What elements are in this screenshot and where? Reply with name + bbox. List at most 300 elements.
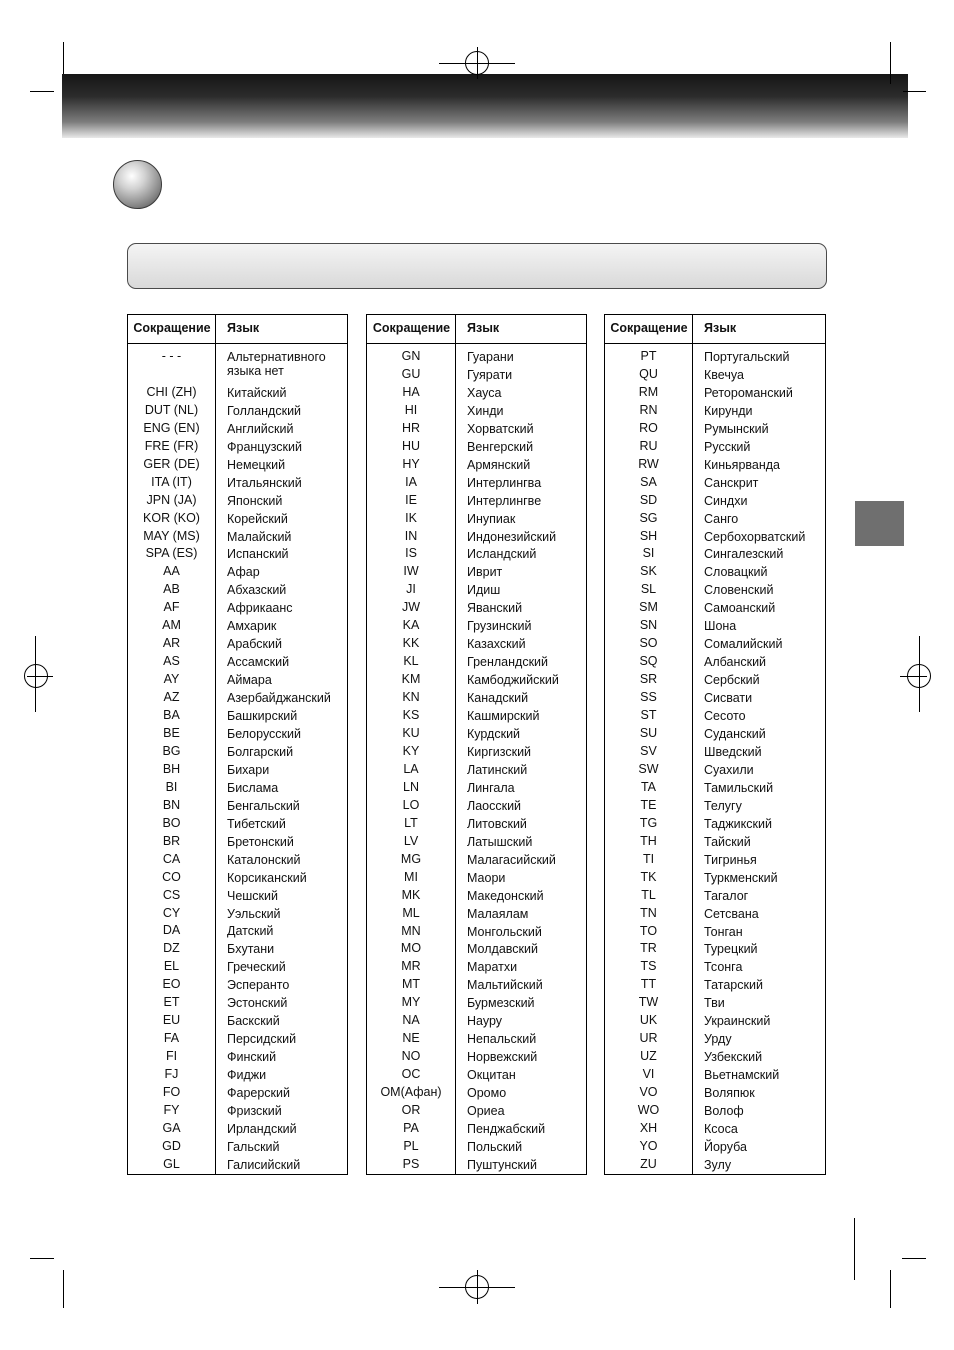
language-name: Тигринья	[704, 852, 757, 867]
language-abbreviation: BG	[162, 743, 181, 758]
table-row	[605, 438, 825, 456]
language-name: Венгерский	[467, 439, 534, 454]
table-row	[605, 940, 825, 958]
language-abbreviation: BI	[165, 779, 178, 794]
language-abbreviation: NA	[402, 1013, 420, 1028]
language-name: Украинский	[704, 1014, 771, 1029]
language-abbreviation: HU	[401, 438, 421, 453]
table-row	[367, 1120, 586, 1138]
language-name: Голландский	[227, 403, 302, 418]
language-name: Науру	[467, 1014, 503, 1029]
language-name: Канадский	[467, 691, 529, 706]
header-rule	[128, 343, 347, 344]
crop-mark	[30, 91, 54, 92]
language-abbreviation: FO	[162, 1085, 181, 1100]
table-row	[605, 725, 825, 743]
language-name: Суданский	[704, 727, 766, 742]
table-row	[367, 581, 586, 599]
table-row	[605, 869, 825, 887]
language-name: Шведский	[704, 744, 762, 759]
language-name: Мальтийский	[467, 978, 543, 993]
table-row	[128, 599, 347, 617]
language-abbreviation: BR	[162, 833, 181, 848]
language-name: Телугу	[704, 798, 742, 813]
language-abbreviation: ENG (EN)	[143, 420, 200, 435]
language-name: Африкаанс	[227, 601, 293, 616]
table-row	[605, 635, 825, 653]
table-row	[605, 994, 825, 1012]
table-row	[605, 581, 825, 599]
language-abbreviation: AR	[162, 636, 181, 651]
chapter-tab	[855, 501, 904, 546]
language-abbreviation: SN	[639, 618, 658, 633]
table-row	[605, 420, 825, 438]
table-row	[605, 1012, 825, 1030]
language-abbreviation: GA	[162, 1120, 181, 1135]
language-abbreviation: PT	[640, 349, 657, 363]
language-abbreviation: TL	[641, 887, 656, 902]
language-name: Ирландский	[227, 1121, 297, 1136]
language-abbreviation: GL	[163, 1156, 180, 1171]
table-row	[128, 438, 347, 456]
language-name: Сесото	[704, 709, 746, 724]
language-name: Гуярати	[467, 367, 513, 382]
language-name: Амхарик	[227, 619, 277, 634]
language-abbreviation: TT	[640, 977, 657, 992]
language-abbreviation: CA	[162, 851, 181, 866]
crop-mark	[63, 42, 64, 74]
language-abbreviation: UK	[639, 1013, 658, 1028]
language-name: Ориеа	[467, 1104, 505, 1119]
language-abbreviation: BN	[162, 797, 181, 812]
table-row	[605, 905, 825, 923]
language-name: Греческий	[227, 960, 286, 975]
language-abbreviation: OM(Афан)	[380, 1085, 442, 1100]
language-abbreviation: ST	[640, 708, 657, 723]
table-row	[367, 905, 586, 923]
language-name: Албанский	[704, 655, 767, 670]
language-abbreviation: FI	[165, 1049, 178, 1064]
language-abbreviation: LN	[403, 779, 419, 794]
table-row	[128, 779, 347, 797]
table-row	[367, 851, 586, 869]
table-row	[605, 348, 825, 366]
language-name: Баскский	[227, 1014, 280, 1029]
language-abbreviation: KU	[402, 726, 420, 741]
table-row	[128, 976, 347, 994]
table-row	[128, 922, 347, 940]
language-name: Тагалог	[704, 888, 749, 903]
table-row	[367, 1012, 586, 1030]
language-name: Хорватский	[467, 421, 534, 436]
crop-mark	[854, 1218, 855, 1280]
table-row	[367, 438, 586, 456]
language-code-table-3	[604, 314, 826, 1175]
language-name: Польский	[467, 1139, 523, 1154]
table-row	[605, 1030, 825, 1048]
language-abbreviation: RO	[639, 420, 658, 435]
language-name: Киргизский	[467, 744, 532, 759]
table-row	[128, 905, 347, 923]
language-name: Маратхи	[467, 960, 518, 975]
language-name: Окцитан	[467, 1068, 516, 1083]
header-language: Язык	[467, 321, 500, 335]
table-row	[367, 1138, 586, 1156]
language-abbreviation: EU	[162, 1013, 181, 1028]
table-row	[128, 725, 347, 743]
language-abbreviation: OC	[401, 1067, 421, 1082]
table-row	[605, 456, 825, 474]
language-name: Инупиак	[467, 511, 516, 526]
table-row	[367, 599, 586, 617]
language-name: Исландский	[467, 547, 537, 562]
language-abbreviation: CY	[162, 905, 181, 920]
table-row	[367, 779, 586, 797]
language-abbreviation: RN	[639, 402, 658, 417]
table-row	[367, 1048, 586, 1066]
language-abbreviation: TO	[639, 923, 658, 938]
language-abbreviation: - - -	[161, 349, 182, 363]
table-row	[367, 528, 586, 546]
language-abbreviation: SQ	[639, 654, 658, 669]
table-row	[128, 348, 347, 384]
table-row	[605, 976, 825, 994]
language-abbreviation: HI	[404, 402, 418, 417]
table-row	[367, 940, 586, 958]
language-name: Афар	[227, 565, 260, 580]
table-row	[128, 940, 347, 958]
table-row	[367, 869, 586, 887]
language-abbreviation: GU	[401, 366, 421, 381]
table-row	[128, 617, 347, 635]
language-abbreviation: DUT (NL)	[144, 402, 199, 417]
table-row	[128, 958, 347, 976]
language-name: Бихари	[227, 762, 270, 777]
language-name: Испанский	[227, 547, 289, 562]
language-abbreviation: KS	[402, 708, 420, 723]
language-abbreviation: JW	[401, 600, 421, 615]
language-name: Индонезийский	[467, 529, 557, 544]
language-name: Яванский	[467, 601, 523, 616]
table-row	[605, 1084, 825, 1102]
table-row	[605, 1138, 825, 1156]
table-row	[367, 725, 586, 743]
language-name: Финский	[227, 1050, 277, 1065]
language-abbreviation: DZ	[163, 941, 180, 956]
language-abbreviation: AS	[163, 654, 180, 669]
language-abbreviation: SS	[640, 690, 657, 705]
language-name: Персидский	[227, 1032, 297, 1047]
language-abbreviation: ITA (IT)	[151, 474, 192, 489]
table-row	[605, 1066, 825, 1084]
language-name: Хинди	[467, 403, 504, 418]
header-banner	[62, 74, 908, 138]
language-name: Белорусский	[227, 727, 301, 741]
language-abbreviation: MK	[401, 887, 421, 902]
language-name: Бурмезский	[467, 996, 535, 1011]
language-abbreviation: NE	[402, 1031, 420, 1046]
table-row	[128, 1138, 347, 1156]
table-row	[128, 994, 347, 1012]
language-name: Шона	[704, 619, 737, 634]
language-abbreviation: RW	[638, 456, 659, 471]
language-name: Эсперанто	[227, 978, 290, 993]
language-abbreviation: FA	[163, 1031, 180, 1046]
language-name: Татарский	[704, 978, 763, 993]
table-row	[605, 743, 825, 761]
table-row	[367, 1066, 586, 1084]
language-name: Кашмирский	[467, 709, 540, 724]
language-abbreviation: TI	[642, 851, 655, 866]
language-name: Гальский	[227, 1139, 280, 1154]
language-abbreviation: SA	[640, 474, 657, 489]
language-code-table-2	[366, 314, 587, 1175]
language-abbreviation: HY	[402, 456, 420, 471]
language-name: Бретонский	[227, 834, 294, 849]
language-name: Киньярванда	[704, 457, 781, 472]
language-name: Эстонский	[227, 996, 288, 1011]
language-abbreviation: RM	[638, 384, 659, 399]
language-name: Абхазский	[227, 583, 287, 598]
table-row	[367, 348, 586, 366]
table-row	[367, 1102, 586, 1120]
crop-mark	[902, 1258, 926, 1259]
table-row	[128, 1048, 347, 1066]
registration-mark-icon	[24, 664, 48, 688]
language-name: Арабский	[227, 637, 282, 652]
section-title-bar	[127, 243, 827, 289]
language-abbreviation: VO	[639, 1085, 658, 1100]
language-code-table-1	[127, 314, 348, 1175]
language-name: Бислама	[227, 780, 279, 795]
language-name: Английский	[227, 421, 294, 436]
language-name: Пуштунский	[467, 1157, 537, 1172]
language-abbreviation: TR	[640, 941, 657, 956]
language-abbreviation: IN	[404, 528, 418, 543]
language-name: Японский	[227, 493, 283, 508]
language-abbreviation: AB	[163, 582, 180, 597]
table-row	[605, 671, 825, 689]
language-name: Тонган	[704, 924, 743, 939]
table-row	[367, 671, 586, 689]
language-name: Кирунди	[704, 403, 753, 418]
language-abbreviation: FY	[163, 1103, 180, 1118]
language-abbreviation: SU	[639, 726, 658, 741]
language-name: Хауса	[467, 385, 502, 400]
table-row	[367, 815, 586, 833]
language-name: Вьетнамский	[704, 1068, 780, 1083]
language-abbreviation: BE	[163, 726, 180, 740]
language-name: Галисийский	[227, 1157, 301, 1172]
language-abbreviation: AM	[162, 618, 181, 633]
table-row	[605, 797, 825, 815]
table-row	[605, 707, 825, 725]
registration-mark-icon	[465, 1275, 489, 1299]
language-name: Итальянский	[227, 475, 302, 490]
table-row	[128, 1120, 347, 1138]
language-abbreviation: LO	[402, 797, 420, 812]
language-name: Гренландский	[467, 655, 548, 670]
language-name: Корейский	[227, 511, 288, 526]
language-abbreviation: VI	[642, 1067, 655, 1082]
language-name: Сербский	[704, 673, 760, 688]
table-row	[367, 689, 586, 707]
table-row	[128, 528, 347, 546]
table-row	[605, 689, 825, 707]
table-row	[367, 1084, 586, 1102]
table-row	[605, 815, 825, 833]
registration-mark-icon	[907, 664, 931, 688]
language-abbreviation: IE	[405, 492, 417, 507]
header-rule	[605, 343, 825, 344]
table-row	[605, 761, 825, 779]
table-row	[367, 797, 586, 815]
language-abbreviation: SR	[639, 672, 658, 687]
language-abbreviation: YO	[639, 1138, 658, 1153]
language-abbreviation: MR	[401, 959, 421, 974]
language-name: Немецкий	[227, 457, 286, 472]
language-name: Маори	[467, 870, 506, 885]
language-abbreviation: KN	[402, 690, 420, 705]
table-row	[367, 474, 586, 492]
language-abbreviation: KA	[402, 618, 420, 633]
table-row	[128, 420, 347, 438]
language-name: Ассамский	[227, 655, 290, 670]
section-bullet-icon	[113, 160, 162, 209]
language-name: Словенский	[704, 583, 774, 598]
language-abbreviation: GER (DE)	[143, 456, 200, 471]
language-abbreviation: AF	[163, 600, 180, 615]
table-row	[128, 1102, 347, 1120]
language-name: Румынский	[704, 421, 769, 436]
registration-mark-icon	[465, 51, 489, 75]
language-name: Литовский	[467, 816, 527, 831]
language-abbreviation: SO	[639, 636, 658, 651]
table-row	[128, 492, 347, 510]
table-row	[128, 581, 347, 599]
language-name: Азербайджанский	[227, 691, 331, 706]
language-abbreviation: MT	[401, 977, 421, 992]
language-name: Воляпюк	[704, 1086, 755, 1101]
language-name: Урду	[704, 1032, 732, 1047]
language-name: Тайский	[704, 834, 751, 849]
language-name: Квечуа	[704, 367, 744, 382]
table-row	[128, 815, 347, 833]
language-name: Бхутани	[227, 942, 275, 957]
table-row	[367, 492, 586, 510]
table-row	[605, 653, 825, 671]
language-name: Бенгальский	[227, 798, 300, 813]
table-row	[128, 1066, 347, 1084]
language-name: Армянский	[467, 457, 531, 472]
language-abbreviation: TK	[640, 869, 657, 884]
header-rule	[367, 343, 586, 344]
crop-mark	[63, 1270, 64, 1308]
language-abbreviation: SI	[642, 546, 655, 561]
language-abbreviation: GD	[162, 1138, 181, 1153]
language-name: Сомалийский	[704, 637, 783, 652]
table-row	[367, 761, 586, 779]
language-name: Молдавский	[467, 942, 538, 957]
language-name: Иврит	[467, 565, 503, 580]
language-abbreviation: NO	[401, 1049, 421, 1064]
table-row	[128, 761, 347, 779]
language-name: Синдхи	[704, 493, 748, 508]
table-row	[605, 474, 825, 492]
language-abbreviation: MAY (MS)	[143, 528, 200, 543]
language-name: Малагасийский	[467, 852, 556, 867]
language-name: Тибетский	[227, 816, 286, 831]
language-abbreviation: EO	[162, 977, 181, 992]
language-abbreviation: BO	[162, 815, 181, 830]
table-row	[128, 1012, 347, 1030]
language-name: Русский	[704, 439, 751, 454]
table-row	[128, 456, 347, 474]
language-abbreviation: SM	[639, 600, 658, 615]
header-language: Язык	[227, 321, 260, 335]
language-abbreviation: IK	[405, 510, 417, 525]
language-abbreviation: IA	[405, 474, 417, 489]
table-row	[605, 851, 825, 869]
language-name: Фарерский	[227, 1086, 290, 1101]
language-abbreviation: PA	[403, 1120, 419, 1135]
table-row	[605, 366, 825, 384]
language-abbreviation: MO	[400, 941, 422, 956]
header-abbreviation: Сокращение	[372, 321, 451, 335]
language-name: Таджикский	[704, 816, 772, 831]
table-row	[128, 563, 347, 581]
language-abbreviation: AA	[163, 564, 180, 579]
language-name: Зулу	[704, 1157, 732, 1172]
language-name: Болгарский	[227, 744, 294, 759]
language-name: Туркменский	[704, 870, 778, 885]
language-abbreviation: UR	[639, 1031, 658, 1046]
table-row	[128, 474, 347, 492]
table-body	[128, 348, 347, 1174]
language-name: Фризский	[227, 1104, 282, 1119]
language-name: Интерлингва	[467, 475, 542, 490]
language-name: Сербохорватский	[704, 529, 806, 544]
language-name: Монгольский	[467, 924, 542, 939]
crop-mark	[903, 91, 926, 92]
language-name: Китайский	[227, 385, 287, 400]
language-abbreviation: HA	[402, 384, 420, 399]
language-abbreviation: MN	[401, 923, 421, 938]
language-abbreviation: GN	[401, 349, 421, 363]
language-name: Волоф	[704, 1104, 744, 1119]
table-row	[605, 923, 825, 941]
table-row	[605, 492, 825, 510]
language-name: Тви	[704, 996, 725, 1011]
language-name: Гуарани	[467, 350, 514, 364]
crop-mark	[890, 42, 891, 84]
table-row	[128, 653, 347, 671]
language-name: Тамильский	[704, 780, 774, 795]
crop-mark	[890, 1270, 891, 1308]
table-row	[367, 887, 586, 905]
table-row	[605, 1156, 825, 1174]
table-row	[367, 420, 586, 438]
table-row	[605, 528, 825, 546]
language-abbreviation: KOR (KO)	[143, 510, 200, 525]
table-row	[605, 958, 825, 976]
language-name: Лингала	[467, 780, 515, 795]
language-abbreviation: LT	[404, 815, 418, 830]
language-abbreviation: SG	[639, 510, 658, 525]
language-name: Сингалезский	[704, 547, 784, 562]
table-row	[128, 707, 347, 725]
table-row	[605, 1120, 825, 1138]
